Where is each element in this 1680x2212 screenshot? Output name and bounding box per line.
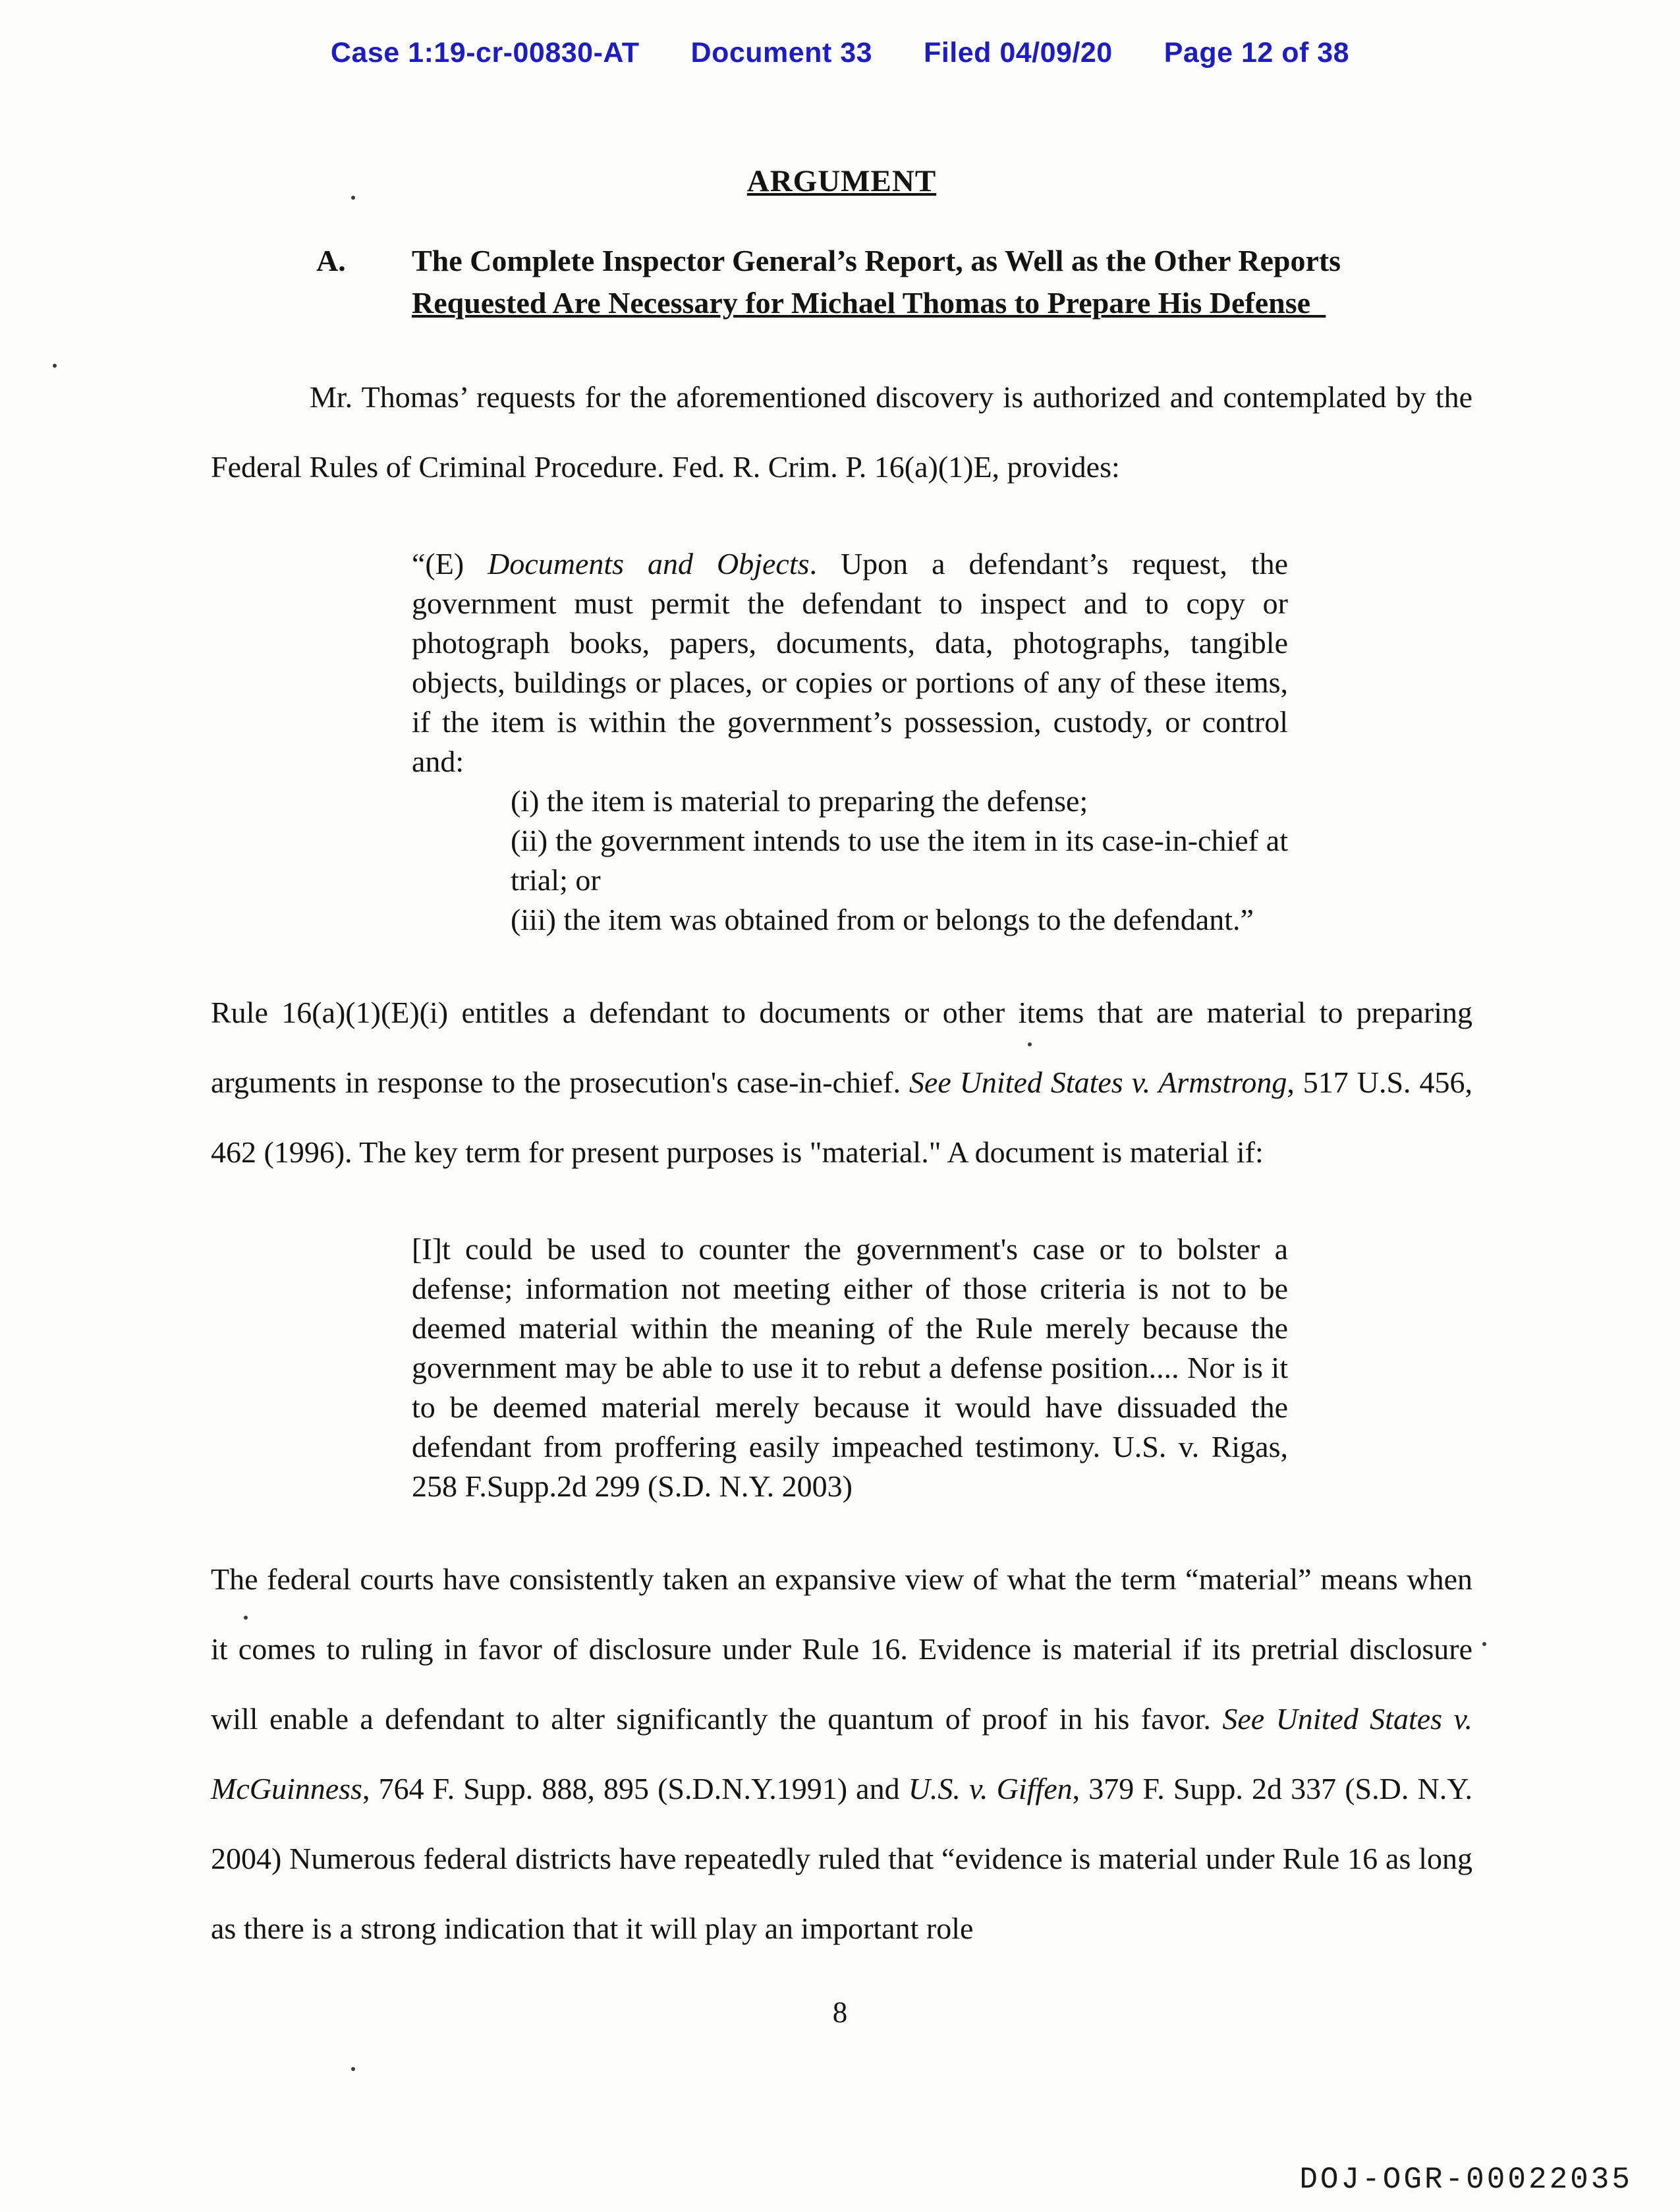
section-a-heading: [211, 240, 1472, 324]
scan-artifact: [351, 2067, 355, 2071]
quote-open: “(E): [412, 547, 488, 581]
materiality-quote-text: [I]t could be used to counter the government's case or to bolster a defense; information not meeting either of those criteria is not to be deemed material within the meaning of the Rule merely because the government may be able to use it to rebut a defense position.... Nor is it to be deemed material merely because it would have dissuaded the defendant from proffering easily impeached testimony. U.S. v. Rigas, 258 F.Supp.2d 299 (S.D. N.Y. 2003): [412, 1232, 1288, 1503]
rule-16-blockquote: [412, 544, 1288, 940]
paragraph-rule16-text-cont: , 517 U.S. 456, 462 (1996). The key term for present purposes is "material." A document is material if:: [211, 1065, 1472, 1169]
citation-armstrong: See United States v. Armstrong: [909, 1065, 1287, 1099]
section-a-heading-line2: Requested Are Necessary for Michael Thomas to Prepare His Defense _: [412, 286, 1326, 320]
paragraph-federal-courts-text2: , 764 F. Supp. 888, 895 (S.D.N.Y.1991) and: [362, 1772, 909, 1805]
rule-16-subitems: [511, 781, 1288, 940]
paragraph-intro: Mr. Thomas’ requests for the aforementioned discovery is authorized and contemplated by the Federal Rules of Criminal Procedure. Fed. R. Crim. P. 16(a)(1)E, provides:: [211, 380, 1472, 484]
subitem-i: (i) the item is material to preparing the defense;: [511, 784, 1088, 818]
bates-number: DOJ-OGR-00022035: [1299, 2163, 1633, 2197]
paragraph-federal-courts: [211, 1545, 1472, 1964]
paragraph-rule16-text: Rule 16(a)(1)(E)(i) entitles a defendant to documents or other items that are material to preparing arguments in response to the prosecution's case-in-chief.: [211, 996, 1472, 1099]
paragraph-federal-courts-text3: , 379 F. Supp. 2d 337 (S.D. N.Y. 2004) Numerous federal districts have repeatedly ruled that “evidence is material under Rule 16 as long as there is a strong indication that it will play an important role: [211, 1772, 1472, 1945]
header-filed-date: Filed 04/09/20: [924, 37, 1113, 69]
paragraph-federal-courts-text: The federal courts have consistently taken an expansive view of what the term “material” means when it comes to ruling in favor of disclosure under Rule 16. Evidence is material if its pretrial disclosure will enable a defendant to alter significantly the quantum of proof in his favor.: [211, 1562, 1472, 1736]
rule-16-quote-text: [412, 544, 1288, 781]
header-document-number: Document 33: [690, 37, 873, 69]
ecf-header: [0, 37, 1680, 69]
quote-body: . Upon a defendant’s request, the government must permit the defendant to inspect and to copy or photograph books, papers, documents, data, photographs, tangible objects, buildings or places, or copies or portions of any of these items, if the item is within the government’s possession, custody, or control and:: [412, 547, 1288, 778]
scan-artifact: [1482, 1642, 1486, 1646]
citation-giffen: U.S. v. Giffen: [908, 1772, 1073, 1805]
subitem-ii: (ii) the government intends to use the item in its case-in-chief at trial; or: [511, 824, 1288, 897]
citation-mcguinness: See United States v. McGuinness: [211, 1702, 1472, 1805]
section-a-heading-line1: The Complete Inspector General’s Report, as Well as the Other Reports: [412, 244, 1341, 277]
section-a-label: A.: [316, 244, 346, 277]
argument-title: ARGUMENT: [746, 164, 937, 198]
header-page-of: Page 12 of 38: [1163, 37, 1350, 69]
materiality-blockquote: [412, 1230, 1288, 1506]
header-case-number: Case 1:19-cr-00830-AT: [330, 37, 640, 69]
scan-artifact: [244, 1616, 248, 1620]
scan-artifact: [53, 364, 57, 368]
subitem-iii: (iii) the item was obtained from or belongs to the defendant.”: [511, 903, 1254, 936]
quote-title-italic: Documents and Objects: [488, 547, 810, 581]
page-number: 8: [832, 1996, 848, 2029]
paragraph-rule16: [211, 978, 1472, 1187]
scan-artifact: [1028, 1042, 1032, 1046]
scan-artifact: [351, 196, 355, 200]
document-body: [211, 163, 1472, 1964]
